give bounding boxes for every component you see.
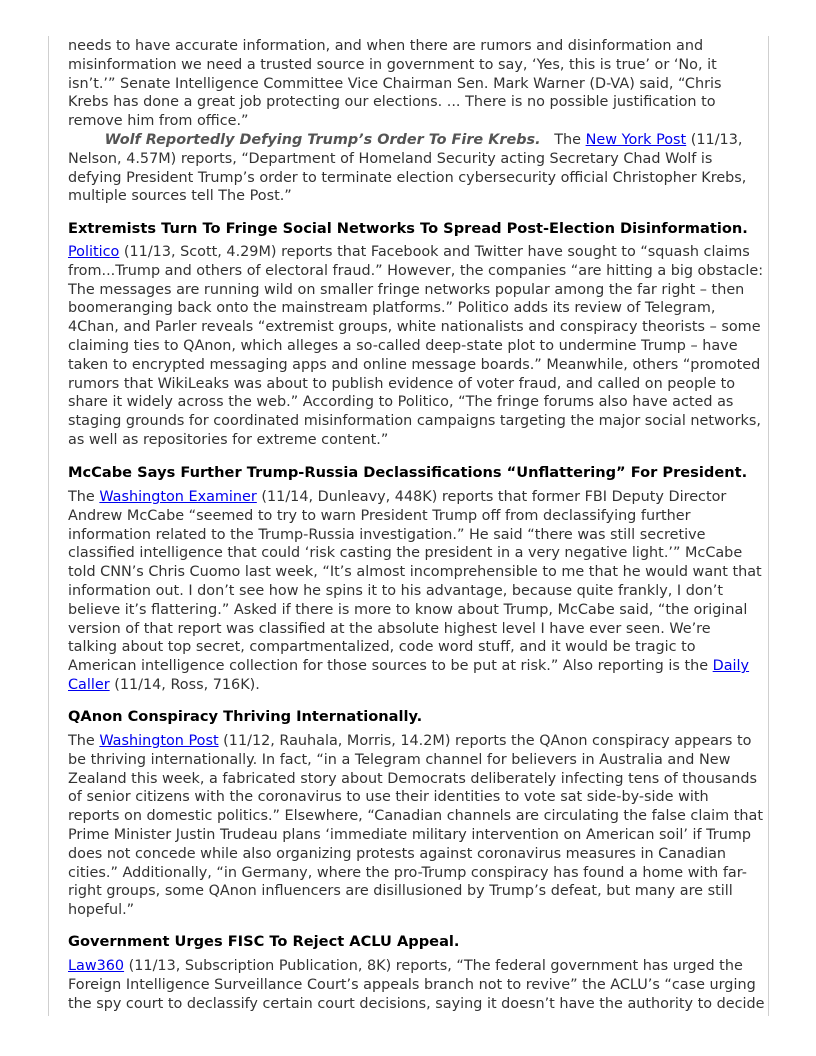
text-line — [68, 957, 765, 976]
text-line — [68, 281, 763, 300]
text-line — [68, 507, 762, 526]
article-headline: Extremists Turn To Fringe Social Networks To Spread Post-Election Disinformation. — [68, 220, 748, 237]
text-segment: told CNN’s Chris Cuomo last week, “It’s almost incomprehensible to me that he would want that — [68, 564, 762, 581]
text-segment: (11/13, — [686, 131, 743, 148]
text-line — [68, 187, 746, 206]
text-line — [68, 826, 763, 845]
text-line — [68, 318, 763, 337]
text-segment: Krebs has done a great job protecting our elections. ... There is no possible justification to — [68, 94, 716, 111]
text-line — [68, 788, 763, 807]
text-segment: as well as repositories for extreme content.” — [68, 431, 389, 448]
text-segment: remove him from office.” — [68, 113, 249, 130]
text-line — [68, 638, 762, 657]
text-line — [68, 676, 762, 695]
text-segment: The — [68, 489, 100, 505]
text-segment: Foreign Intelligence Surveillance Court’s appeals branch not to revive” the ACLU’s “case urging — [68, 976, 756, 993]
text-segment: 4Chan, and Parler reveals “extremist groups, white nationalists and conspiracy theorists – some — [68, 319, 761, 336]
text-line — [68, 37, 746, 56]
text-segment: cities.” Additionally, “in Germany, where the pro-Trump conspiracy has found a home with far- — [68, 864, 747, 881]
article-headline: Government Urges FISC To Reject ACLU Appeal. — [68, 933, 460, 950]
text-line — [68, 544, 762, 563]
text-segment: Zealand this week, a fabricated story about Democrats deliberately infecting tens of thousands — [68, 770, 758, 787]
text-segment — [68, 132, 105, 148]
text-segment: multiple sources tell The Post.” — [68, 188, 292, 205]
right-margin-rule — [768, 36, 769, 1016]
source-link[interactable]: Washington Post — [99, 733, 219, 749]
text-segment: hopeful.” — [68, 902, 135, 919]
text-segment: The — [68, 733, 100, 749]
article-headline: McCabe Says Further Trump-Russia Declassifications “Unflattering” For President. — [68, 464, 748, 481]
text-segment: taken to encrypted messaging apps and online message boards.” Meanwhile, others “promoted — [68, 356, 761, 373]
article-paragraph — [68, 243, 763, 450]
text-segment: the spy court to declassify certain court decisions, saying it doesn’t have the authority to decide — [68, 995, 765, 1012]
text-segment: defying President Trump’s order to terminate election cybersecurity official Christopher Krebs, — [68, 169, 747, 186]
text-line — [68, 412, 763, 431]
source-link[interactable]: Caller — [68, 676, 110, 693]
text-line — [68, 657, 762, 676]
text-segment: from...Trump and others of electoral fraud.” However, the companies “are hitting a big obstacle: — [68, 262, 764, 279]
text-line — [68, 845, 763, 864]
text-line — [68, 356, 763, 375]
text-line — [68, 882, 763, 901]
text-segment: needs to have accurate information, and when there are rumors and disinformation and — [68, 38, 704, 54]
article-paragraph — [68, 957, 765, 1013]
text-line — [68, 563, 762, 582]
text-line — [68, 112, 746, 131]
text-segment: of senior citizens with the coronavirus to use their identities to vote sat side-by-side with — [68, 789, 709, 806]
text-line — [68, 262, 763, 281]
text-segment: isn’t.’” Senate Intelligence Committee Vice Chairman Sen. Mark Warner (D-VA) said, “Chris — [68, 75, 722, 92]
text-segment: The messages are running wild on smaller fringe networks popular among the far right – then — [68, 281, 745, 298]
text-line — [68, 751, 763, 770]
text-line — [68, 93, 746, 112]
source-link[interactable]: Daily — [712, 658, 750, 675]
text-segment: believe it’s flattering.” Asked if there is more to know about Trump, McCabe said, “the original — [68, 601, 748, 618]
source-link[interactable]: Washington Examiner — [99, 489, 257, 505]
text-segment: does not concede while also organizing protests against coronavirus measures in Canadian — [68, 845, 727, 862]
text-segment: The — [540, 131, 586, 148]
left-margin-rule — [48, 36, 49, 1016]
text-segment: classified intelligence that could ‘risk casting the president in a very negative light.’” McCabe — [68, 545, 743, 562]
text-segment: (11/14, Ross, 716K). — [109, 676, 260, 693]
text-segment: version of that report was classified at the absolute highest level I have ever seen. We’re — [68, 620, 711, 637]
text-line — [68, 807, 763, 826]
text-segment: reports on domestic politics.” Elsewhere, “Canadian channels are circulating the false claim that — [68, 808, 763, 825]
text-segment: (11/13, Scott, 4.29M) reports that Facebook and Twitter have sought to “squash claims — [119, 244, 750, 260]
text-line — [68, 620, 762, 639]
text-line — [68, 582, 762, 601]
text-line — [68, 393, 763, 412]
source-link[interactable]: Law360 — [68, 958, 125, 974]
text-segment: claiming ties to QAnon, which alleges a so-called deep-state plot to undermine Trump – have — [68, 337, 738, 354]
text-line — [68, 732, 763, 751]
text-line — [68, 601, 762, 620]
text-segment: information related to the Trump-Russia investigation.” He said “there was still secretive — [68, 526, 706, 543]
text-segment: misinformation we need a trusted source in government to say, ‘Yes, this is true’ or ‘No, it — [68, 56, 717, 73]
text-segment: Prime Minister Justin Trudeau plans ‘immediate military intervention on American soil’ if Trump — [68, 826, 751, 843]
text-segment: right groups, some QAnon influencers are disillusioned by Trump’s defeat, but many are still — [68, 883, 733, 900]
text-line — [68, 864, 763, 883]
text-segment: American intelligence collection for those sources to be put at risk.” Also reporting is the — [68, 658, 713, 675]
text-segment: (11/12, Rauhala, Morris, 14.2M) reports the QAnon conspiracy appears to — [218, 733, 752, 749]
text-segment: staging grounds for coordinated misinformation campaigns targeting the major social networks, — [68, 413, 761, 430]
text-line — [68, 337, 763, 356]
article-paragraph — [68, 488, 762, 695]
text-line — [68, 243, 763, 262]
source-link[interactable]: New York Post — [585, 131, 687, 148]
text-line — [68, 169, 746, 188]
text-segment: be thriving internationally. In fact, “in a Telegram channel for believers in Australia and New — [68, 751, 731, 768]
text-line — [68, 56, 746, 75]
text-line — [68, 770, 763, 789]
subheadline: Wolf Reportedly Defying Trump’s Order To Fire Krebs. — [104, 131, 541, 148]
text-segment: talking about top secret, compartmentalized, code word stuff, and it would be tragic to — [68, 639, 696, 656]
text-line — [68, 488, 762, 507]
text-segment: rumors that WikiLeaks was about to publish evidence of voter fraud, and called on people to — [68, 375, 736, 392]
text-line — [68, 526, 762, 545]
text-segment: boomeranging back onto the mainstream platforms.” Politico adds its review of Telegram, — [68, 300, 716, 317]
text-segment: information out. I don’t see how he spins it to his advantage, because quite frankly, I don’t — [68, 582, 723, 599]
text-segment: Nelson, 4.57M) reports, “Department of Homeland Security acting Secretary Chad Wolf is — [68, 150, 713, 167]
text-line — [68, 431, 763, 450]
article-headline: QAnon Conspiracy Thriving Internationally. — [68, 708, 423, 725]
source-link[interactable]: Politico — [68, 244, 120, 260]
text-line — [68, 299, 763, 318]
text-line — [68, 976, 765, 995]
text-line — [68, 131, 746, 150]
article-paragraph — [68, 732, 763, 920]
text-line — [68, 995, 765, 1014]
text-segment: Andrew McCabe “seemed to try to warn President Trump off from declassifying further — [68, 507, 691, 524]
text-line — [68, 901, 763, 920]
text-line — [68, 150, 746, 169]
text-segment: share it widely across the web.” According to Politico, “The fringe forums also have acted as — [68, 394, 734, 411]
text-line — [68, 75, 746, 94]
text-line — [68, 375, 763, 394]
text-segment: (11/14, Dunleavy, 448K) reports that former FBI Deputy Director — [256, 489, 727, 505]
text-segment: (11/13, Subscription Publication, 8K) reports, “The federal government has urged the — [124, 958, 743, 974]
article-paragraph — [68, 37, 746, 206]
